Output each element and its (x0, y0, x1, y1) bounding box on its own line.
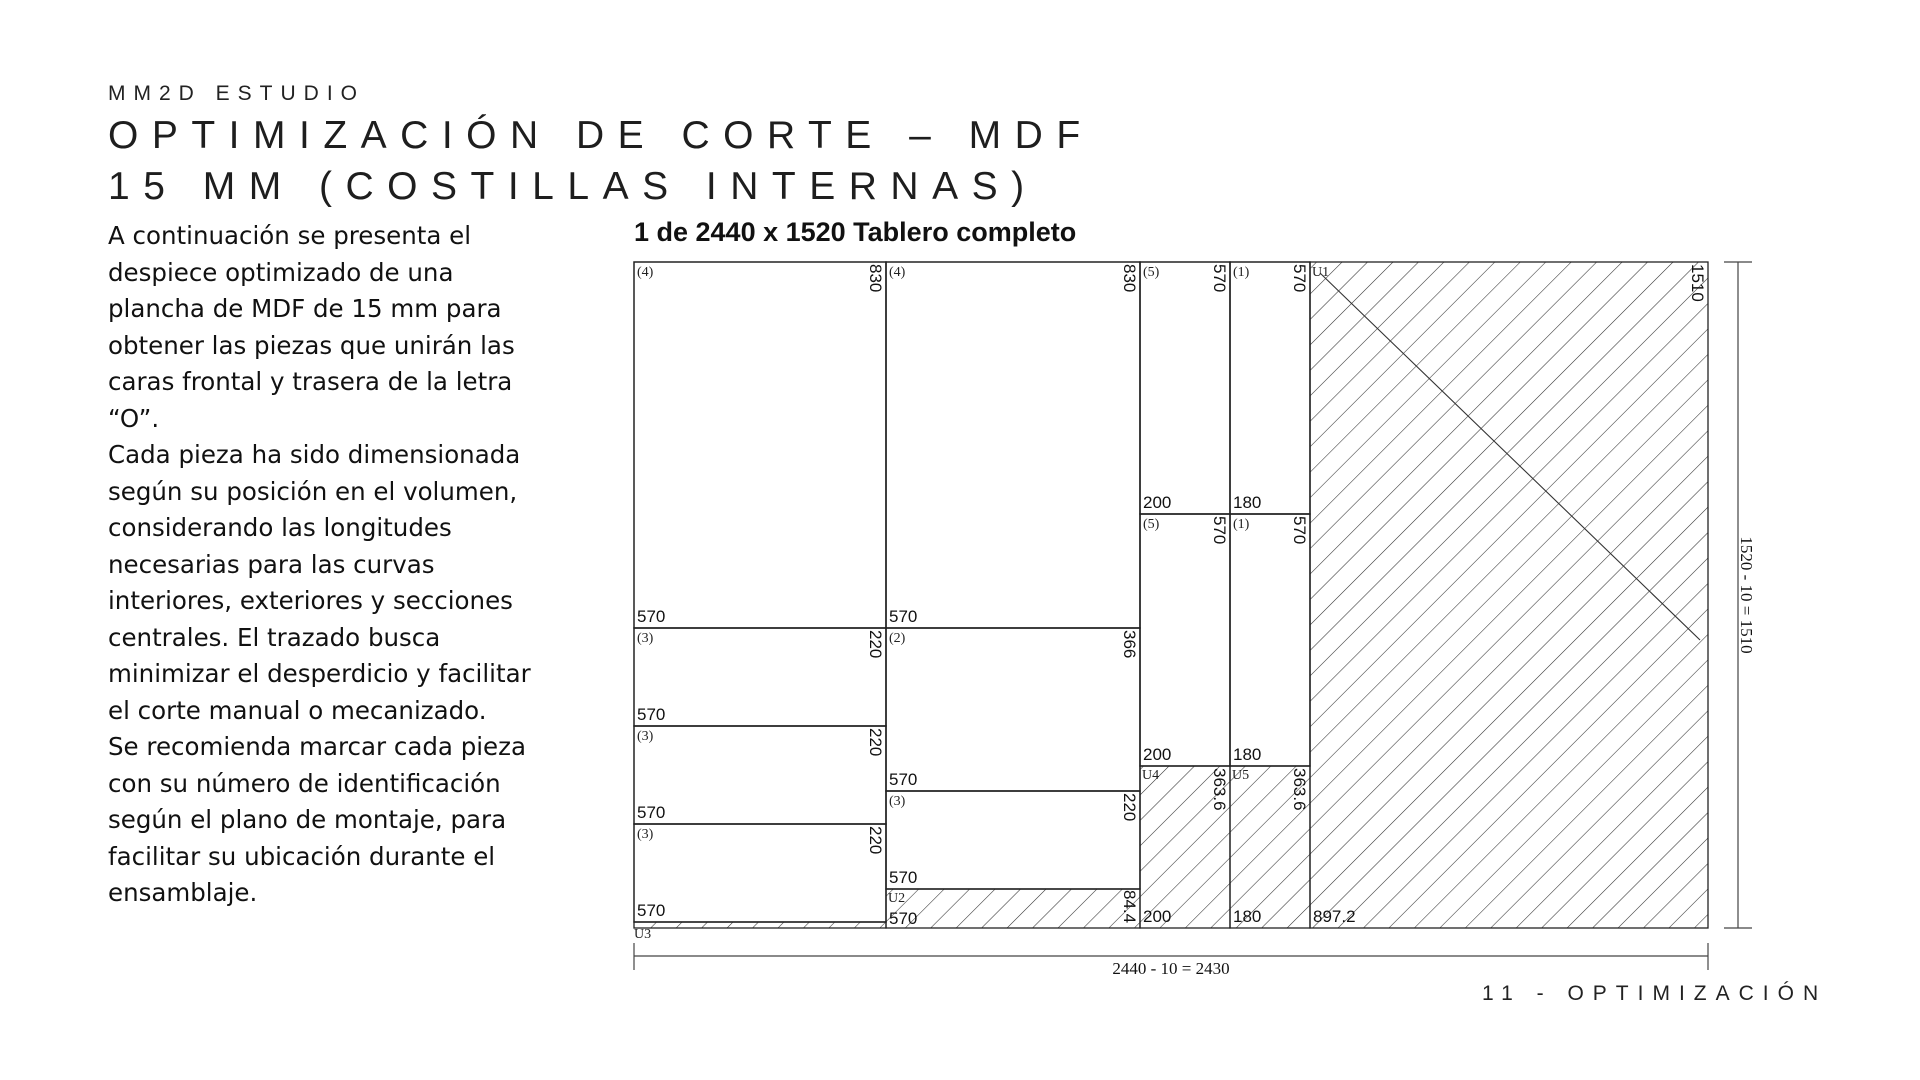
waste-width-label: 200 (1143, 907, 1172, 926)
piece-tag: (3) (637, 827, 654, 842)
width-dimension-label: 2440 - 10 = 2430 (1112, 959, 1230, 978)
waste-area-u3 (634, 922, 886, 928)
piece-f (886, 628, 1140, 791)
piece-width-label: 180 (1233, 493, 1262, 512)
waste-width-label: 180 (1233, 907, 1262, 926)
description-paragraph-1: A continuación se presenta el despiece optimizado de una plancha de MDF de 15 mm para obtener las piezas que unirán las caras frontal y trasera de la letra “O”. (108, 221, 515, 433)
piece-height-label: 220 (866, 630, 885, 659)
waste-tag: U4 (1142, 768, 1160, 783)
waste-height-label: 363.6 (1290, 768, 1309, 811)
piece-tag: (1) (1233, 265, 1250, 280)
piece-height-label: 570 (1210, 516, 1229, 545)
piece-i (1140, 514, 1230, 766)
height-dimension-label: 1520 - 10 = 1510 (1737, 536, 1756, 654)
piece-width-label: 570 (637, 901, 666, 920)
piece-j (1230, 262, 1310, 514)
piece-tag: (3) (637, 631, 654, 646)
page-footer-label: 11 - OPTIMIZACIÓN (1482, 982, 1828, 1005)
piece-height-label: 570 (1290, 516, 1309, 545)
waste-height-label: 363.6 (1210, 768, 1229, 811)
piece-width-label: 180 (1233, 745, 1262, 764)
piece-height-label: 220 (866, 728, 885, 757)
piece-height-label: 570 (1290, 264, 1309, 293)
description-paragraph-2: Cada pieza ha sido dimensionada según su posición en el volumen, considerando las longitudes necesarias para las curvas interiores, exteriores y secciones centrales. El trazado busca minimizar el desperdicio y facilitar el corte manual o mecanizado. (108, 440, 531, 725)
piece-b (886, 262, 1140, 628)
piece-e (634, 824, 886, 922)
piece-tag: (4) (889, 265, 906, 280)
piece-tag: (5) (1143, 265, 1160, 280)
waste-tag: U5 (1232, 768, 1250, 783)
piece-height-label: 830 (1120, 264, 1139, 293)
description-paragraph-3: Se recomienda marcar cada pieza con su número de identificación según el plano de montaje, para facilitar su ubicación durante el ensamblaje. (108, 732, 527, 907)
waste-tag: U1 (1312, 265, 1330, 280)
waste-width-label: 570 (889, 909, 918, 928)
piece-g (886, 791, 1140, 889)
piece-tag: (5) (1143, 517, 1160, 532)
piece-height-label: 220 (866, 826, 885, 855)
piece-tag: (1) (1233, 517, 1250, 532)
piece-height-label: 830 (866, 264, 885, 293)
piece-width-label: 570 (637, 705, 666, 724)
diagram-title: 1 de 2440 x 1520 Tablero completo (634, 217, 1077, 247)
waste-area-u2 (886, 889, 1140, 928)
piece-tag: (2) (889, 631, 906, 646)
waste-height-label: 84.4 (1120, 890, 1139, 924)
piece-d (634, 726, 886, 824)
piece-width-label: 570 (889, 868, 918, 887)
piece-width-label: 570 (637, 803, 666, 822)
piece-height-label: 570 (1210, 264, 1229, 293)
piece-height-label: 220 (1120, 793, 1139, 822)
piece-a (634, 262, 886, 628)
waste-area-u1 (1310, 262, 1708, 928)
piece-c (634, 628, 886, 726)
piece-k (1230, 514, 1310, 766)
waste-tag: U3 (634, 927, 652, 942)
piece-h (1140, 262, 1230, 514)
waste-areas (634, 262, 1708, 928)
piece-height-label: 366 (1120, 630, 1139, 659)
piece-width-label: 570 (889, 607, 918, 626)
piece-tag: (3) (889, 794, 906, 809)
piece-width-label: 570 (637, 607, 666, 626)
piece-tag: (3) (637, 729, 654, 744)
waste-tag: U2 (888, 891, 906, 906)
waste-height-label: 1510 (1688, 264, 1707, 302)
waste-width-label: 897.2 (1313, 907, 1356, 926)
title-line-2: 15 MM (COSTILLAS INTERNAS) (108, 165, 1038, 208)
piece-width-label: 200 (1143, 745, 1172, 764)
piece-width-label: 200 (1143, 493, 1172, 512)
title-line-1: OPTIMIZACIÓN DE CORTE – MDF (108, 114, 1094, 157)
piece-tag: (4) (637, 265, 654, 280)
piece-width-label: 570 (889, 770, 918, 789)
studio-name: MM2D ESTUDIO (108, 82, 366, 105)
